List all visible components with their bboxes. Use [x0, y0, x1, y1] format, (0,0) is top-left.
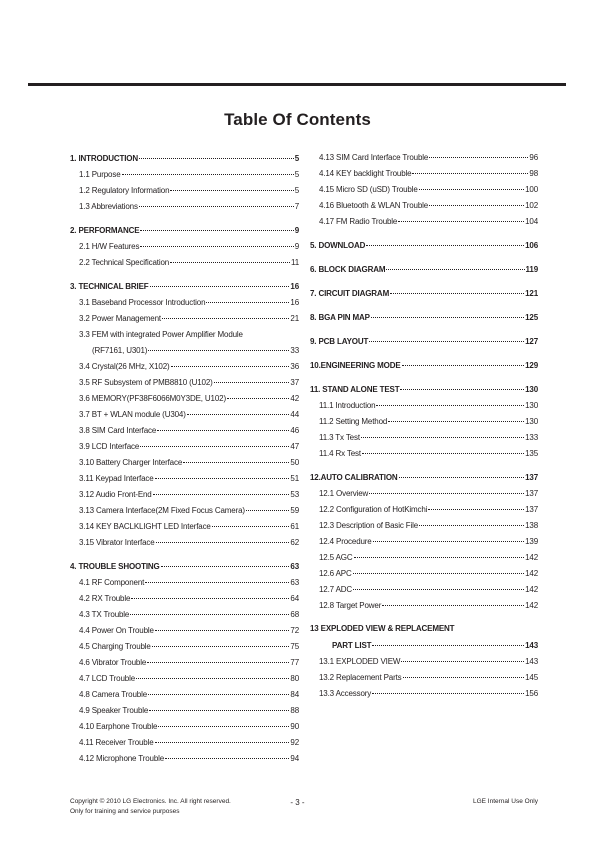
toc-page-number: 37 — [290, 378, 299, 387]
toc-page-number: 64 — [290, 594, 299, 603]
toc-subsection-entry[interactable] — [310, 446, 538, 462]
toc-section-entry[interactable] — [310, 357, 538, 374]
toc-page-number: 68 — [290, 610, 299, 619]
toc-entry-label: 1. INTRODUCTION — [70, 154, 138, 163]
toc-page-number: 119 — [525, 265, 538, 274]
toc-subsection-entry[interactable] — [70, 423, 299, 439]
toc-dot-leader — [130, 613, 289, 615]
toc-dot-leader — [429, 204, 524, 206]
toc-entry-label: 4.11 Receiver Trouble — [79, 738, 154, 747]
toc-section-entry[interactable] — [310, 309, 538, 326]
toc-subsection-entry[interactable] — [70, 503, 299, 519]
toc-subsection-entry[interactable] — [70, 655, 299, 671]
toc-page-number: 88 — [290, 706, 299, 715]
toc-dot-leader — [153, 493, 290, 495]
toc-section-entry[interactable] — [70, 558, 299, 575]
toc-subsection-entry[interactable] — [310, 214, 538, 230]
toc-dot-leader — [353, 572, 524, 574]
toc-dot-leader — [376, 404, 524, 406]
toc-entry-label: 11.2 Setting Method — [319, 417, 388, 426]
toc-entry-label: 4.5 Charging Trouble — [79, 642, 151, 651]
toc-entry-label: 3.6 MEMORY(PF38F6066M0Y3DE, U102) — [79, 394, 226, 403]
toc-subsection-entry[interactable] — [70, 471, 299, 487]
toc-page-number: 42 — [290, 394, 299, 403]
toc-entry-label: 4.16 Bluetooth & WLAN Trouble — [319, 201, 429, 210]
toc-page-number: 106 — [525, 241, 538, 250]
toc-dot-leader — [428, 508, 524, 510]
toc-dot-leader — [402, 364, 525, 366]
toc-page-number: 139 — [525, 537, 538, 546]
toc-page-number: 138 — [525, 521, 538, 530]
toc-page-number: 46 — [290, 426, 299, 435]
toc-dot-leader — [206, 301, 289, 303]
toc-entry-label: 3.13 Camera Interface(2M Fixed Focus Camera) — [79, 506, 245, 515]
toc-subsection-entry[interactable] — [70, 255, 299, 271]
toc-subsection-entry[interactable] — [310, 518, 538, 534]
toc-page-number: 133 — [525, 433, 538, 442]
toc-page-number: 137 — [525, 505, 538, 514]
toc-entry-label: 1.2 Regulatory Information — [79, 186, 170, 195]
toc-page-number: 142 — [525, 553, 538, 562]
toc-page-number: 143 — [525, 641, 538, 650]
toc-dot-leader — [373, 540, 524, 542]
toc-subsection-entry[interactable] — [70, 311, 299, 327]
toc-page-number: 51 — [290, 474, 299, 483]
toc-entry-label: 3.2 Power Management — [79, 314, 161, 323]
toc-page-number: 96 — [529, 153, 538, 162]
toc-entry-label: 12.3 Description of Basic File — [319, 521, 419, 530]
toc-entry-label: PART LIST — [332, 641, 372, 650]
toc-page-number: 130 — [525, 401, 538, 410]
toc-entry-label: 4.15 Micro SD (uSD) Trouble — [319, 185, 418, 194]
toc-page-number: 125 — [525, 313, 538, 322]
toc-entry-label: 4.10 Earphone Trouble — [79, 722, 158, 731]
toc-page-number: 36 — [290, 362, 299, 371]
toc-subsection-entry[interactable] — [70, 391, 299, 407]
toc-page-number: 130 — [525, 417, 538, 426]
toc-entry-label: 12.1 Overview — [319, 489, 369, 498]
toc-subsection-entry[interactable] — [70, 719, 299, 735]
toc-section-entry[interactable] — [310, 237, 538, 254]
toc-page-number: 102 — [525, 201, 538, 210]
toc-page-number: 33 — [290, 346, 299, 355]
toc-subsection-entry[interactable] — [70, 295, 299, 311]
toc-entry-label: 11.3 Tx Test — [319, 433, 360, 442]
toc-entry-label: 2.2 Technical Specification — [79, 258, 170, 267]
toc-dot-leader — [388, 420, 524, 422]
toc-entry-label: 8. BGA PIN MAP — [310, 313, 370, 322]
toc-subsection-entry[interactable] — [70, 327, 299, 343]
toc-subsection-entry[interactable] — [310, 398, 538, 414]
toc-entry-label: 3.3 FEM with integrated Power Amplifier Module — [79, 330, 243, 339]
toc-dot-leader — [158, 725, 289, 727]
toc-dot-leader — [147, 661, 289, 663]
toc-entry-label: 13.1 EXPLODED VIEW — [319, 657, 401, 666]
toc-page-number: 130 — [525, 385, 538, 394]
toc-entry-label: 3.10 Battery Charger Interface — [79, 458, 183, 467]
toc-entry-label: 4.6 Vibrator Trouble — [79, 658, 147, 667]
toc-entry-label: 11.1 Introduction — [319, 401, 376, 410]
toc-entry-label: 4.12 Microphone Trouble — [79, 754, 165, 763]
toc-right-column — [310, 150, 538, 702]
toc-subsection-entry[interactable] — [70, 359, 299, 375]
toc-subsection-entry[interactable] — [70, 607, 299, 623]
top-rule — [28, 83, 566, 86]
toc-page-number: 16 — [290, 298, 299, 307]
toc-subsection-entry[interactable] — [70, 239, 299, 255]
toc-dot-leader — [390, 292, 524, 294]
toc-entry-label: 9. PCB LAYOUT — [310, 337, 369, 346]
toc-subsection-entry[interactable] — [310, 534, 538, 550]
toc-dot-leader — [212, 525, 290, 527]
toc-entry-label: 12.AUTO CALIBRATION — [310, 473, 398, 482]
toc-page-number: 142 — [525, 585, 538, 594]
toc-subsection-entry[interactable] — [70, 623, 299, 639]
toc-page-number: 47 — [290, 442, 299, 451]
page-title: Table Of Contents — [224, 110, 371, 129]
toc-entry-label: 3.4 Crystal(26 MHz, X102) — [79, 362, 170, 371]
toc-entry-label: 4.17 FM Radio Trouble — [319, 217, 398, 226]
toc-page-number: 94 — [290, 754, 299, 763]
toc-dot-leader — [131, 597, 289, 599]
toc-subsection-entry[interactable] — [70, 671, 299, 687]
toc-entry-label: 11. STAND ALONE TEST — [310, 385, 400, 394]
toc-subsection-entry[interactable] — [70, 703, 299, 719]
toc-dot-leader — [419, 188, 524, 190]
toc-page-number: 137 — [525, 473, 538, 482]
toc-entry-label: 4.8 Camera Trouble — [79, 690, 148, 699]
toc-dot-leader — [162, 317, 289, 319]
toc-page-number: 129 — [525, 361, 538, 370]
toc-dot-leader — [136, 677, 289, 679]
toc-page-number: 7 — [294, 202, 299, 211]
toc-section-entry[interactable] — [310, 469, 538, 486]
toc-entry-label: 12.5 AGC — [319, 553, 353, 562]
toc-page-number: 5 — [294, 170, 299, 179]
toc-entry-label: 2.1 H/W Features — [79, 242, 140, 251]
toc-section-entry[interactable] — [70, 278, 299, 295]
toc-left-column — [70, 150, 299, 767]
toc-subsection-entry[interactable] — [310, 486, 538, 502]
toc-dot-leader — [157, 429, 289, 431]
toc-dot-leader — [362, 452, 524, 454]
toc-page-number: 80 — [290, 674, 299, 683]
toc-entry-label: 13.3 Accessory — [319, 689, 372, 698]
toc-dot-leader — [386, 268, 524, 270]
toc-page-number: 84 — [290, 690, 299, 699]
toc-dot-leader — [429, 156, 528, 158]
toc-page-number: 156 — [525, 689, 538, 698]
toc-entry-label: 7. CIRCUIT DIAGRAM — [310, 289, 390, 298]
toc-dot-leader — [140, 245, 293, 247]
toc-page-number: 77 — [290, 658, 299, 667]
toc-dot-leader — [214, 381, 290, 383]
footer-training-note: Only for training and service purposes — [70, 808, 180, 815]
toc-dot-leader — [227, 397, 289, 399]
toc-page-number: 121 — [525, 289, 538, 298]
toc-page-number: 92 — [290, 738, 299, 747]
toc-page-number: 9 — [294, 242, 299, 251]
toc-page-number: 63 — [290, 578, 299, 587]
toc-subsection-entry[interactable] — [70, 375, 299, 391]
toc-subsection-entry[interactable] — [310, 502, 538, 518]
toc-subsection-entry[interactable] — [310, 686, 538, 702]
toc-dot-leader — [140, 445, 289, 447]
toc-entry-label: 4. TROUBLE SHOOTING — [70, 562, 160, 571]
toc-subsection-entry[interactable] — [70, 439, 299, 455]
toc-dot-leader — [382, 604, 524, 606]
toc-subsection-entry[interactable] — [70, 687, 299, 703]
footer-internal-note: LGE Internal Use Only — [472, 798, 538, 805]
toc-dot-leader — [399, 476, 525, 478]
toc-subsection-entry[interactable] — [310, 598, 538, 614]
toc-section-heading[interactable] — [310, 621, 538, 637]
toc-dot-leader — [145, 581, 289, 583]
toc-page-number: 142 — [525, 601, 538, 610]
toc-section-entry[interactable] — [310, 637, 538, 654]
toc-dot-leader — [139, 157, 294, 159]
toc-page-number: 72 — [290, 626, 299, 635]
toc-page-number: 16 — [290, 282, 299, 291]
toc-dot-leader — [148, 349, 289, 351]
toc-entry-label: 12.6 APC — [319, 569, 352, 578]
toc-page-number: 100 — [525, 185, 538, 194]
toc-dot-leader — [155, 629, 290, 631]
toc-subsection-entry[interactable] — [70, 407, 299, 423]
toc-dot-leader — [372, 644, 524, 646]
toc-entry-label: 13.2 Replacement Parts — [319, 673, 402, 682]
toc-dot-leader — [140, 229, 293, 231]
toc-section-entry[interactable] — [70, 222, 299, 239]
toc-page-number: 143 — [525, 657, 538, 666]
toc-dot-leader — [155, 477, 290, 479]
toc-entry-label: 3.12 Audio Front-End — [79, 490, 152, 499]
toc-entry-label: 6. BLOCK DIAGRAM — [310, 265, 386, 274]
toc-entry-label: 3.8 SIM Card Interface — [79, 426, 157, 435]
toc-subsection-entry[interactable] — [310, 166, 538, 182]
toc-section-entry[interactable] — [310, 285, 538, 302]
toc-subsection-entry[interactable] — [310, 430, 538, 446]
toc-dot-leader — [401, 660, 524, 662]
toc-dot-leader — [371, 316, 524, 318]
toc-page-number: 5 — [294, 186, 299, 195]
toc-dot-leader — [354, 556, 525, 558]
toc-dot-leader — [170, 261, 290, 263]
toc-subsection-entry[interactable] — [70, 487, 299, 503]
toc-dot-leader — [149, 709, 289, 711]
toc-entry-label: 4.7 LCD Trouble — [79, 674, 136, 683]
toc-dot-leader — [122, 173, 294, 175]
toc-dot-leader — [161, 565, 290, 567]
footer-copyright: Copyright © 2010 LG Electronics. Inc. All right reserved. — [70, 798, 231, 805]
toc-entry-label: 13 EXPLODED VIEW & REPLACEMENT — [310, 624, 455, 633]
toc-dot-leader — [187, 413, 290, 415]
toc-entry-label: 10.ENGINEERING MODE — [310, 361, 401, 370]
toc-page-number: 137 — [525, 489, 538, 498]
toc-section-entry[interactable] — [310, 333, 538, 350]
toc-page-number: 21 — [290, 314, 299, 323]
toc-entry-label: 3.9 LCD Interface — [79, 442, 140, 451]
toc-entry-label: 1.3 Abbreviations — [79, 202, 138, 211]
footer-page-number: - 3 - — [290, 798, 305, 807]
toc-dot-leader — [369, 492, 524, 494]
toc-dot-leader — [353, 588, 524, 590]
toc-entry-label: 4.14 KEY backlight Trouble — [319, 169, 412, 178]
toc-page-number: 135 — [525, 449, 538, 458]
toc-entry-label: 3.1 Baseband Processor Introduction — [79, 298, 206, 307]
toc-dot-leader — [156, 541, 290, 543]
toc-dot-leader — [139, 205, 294, 207]
toc-subsection-entry[interactable] — [70, 575, 299, 591]
toc-entry-label: 4.3 TX Trouble — [79, 610, 130, 619]
toc-dot-leader — [155, 741, 290, 743]
toc-subsection-entry[interactable] — [310, 150, 538, 166]
toc-subsection-entry[interactable] — [70, 455, 299, 471]
toc-page-number: 11 — [290, 258, 299, 267]
toc-entry-label: 5. DOWNLOAD — [310, 241, 366, 250]
toc-subsection-entry[interactable] — [70, 591, 299, 607]
toc-entry-label: 4.4 Power On Trouble — [79, 626, 154, 635]
toc-page-number: 90 — [290, 722, 299, 731]
toc-page-number: 5 — [294, 154, 299, 163]
toc-entry-label: (RF7161, U301) — [92, 346, 148, 355]
toc-subsection-entry[interactable] — [70, 343, 299, 359]
toc-page-number: 59 — [290, 506, 299, 515]
toc-dot-leader — [148, 693, 289, 695]
toc-page-number: 145 — [525, 673, 538, 682]
toc-subsection-entry[interactable] — [70, 751, 299, 767]
toc-entry-label: 4.9 Speaker Trouble — [79, 706, 149, 715]
toc-entry-label: 4.13 SIM Card Interface Trouble — [319, 153, 429, 162]
toc-entry-label: 11.4 Rx Test — [319, 449, 361, 458]
toc-subsection-entry[interactable] — [70, 735, 299, 751]
toc-entry-label: 3.14 KEY BACLKLIGHT LED Interface — [79, 522, 211, 531]
toc-entry-label: 3. TECHNICAL BRIEF — [70, 282, 149, 291]
toc-dot-leader — [412, 172, 528, 174]
toc-dot-leader — [403, 676, 525, 678]
toc-subsection-entry[interactable] — [310, 550, 538, 566]
toc-page-number: 63 — [290, 562, 299, 571]
toc-entry-label: 12.4 Procedure — [319, 537, 372, 546]
toc-page-number: 61 — [290, 522, 299, 531]
toc-subsection-entry[interactable] — [310, 582, 538, 598]
toc-page-number: 53 — [290, 490, 299, 499]
toc-dot-leader — [372, 692, 524, 694]
toc-section-entry[interactable] — [70, 150, 299, 167]
toc-entry-label: 3.15 Vibrator Interface — [79, 538, 155, 547]
toc-dot-leader — [400, 388, 524, 390]
toc-dot-leader — [366, 244, 524, 246]
toc-page-number: 62 — [290, 538, 299, 547]
toc-page-number: 9 — [294, 226, 299, 235]
toc-subsection-entry[interactable] — [70, 167, 299, 183]
toc-entry-label: 12.7 ADC — [319, 585, 353, 594]
toc-dot-leader — [171, 365, 290, 367]
toc-entry-label: 2. PERFORMANCE — [70, 226, 140, 235]
toc-subsection-entry[interactable] — [70, 183, 299, 199]
toc-subsection-entry[interactable] — [310, 654, 538, 670]
toc-page-number: 44 — [290, 410, 299, 419]
toc-subsection-entry[interactable] — [310, 414, 538, 430]
toc-dot-leader — [361, 436, 524, 438]
toc-dot-leader — [170, 189, 293, 191]
toc-entry-label: 3.7 BT + WLAN module (U304) — [79, 410, 186, 419]
toc-entry-label: 4.2 RX Trouble — [79, 594, 131, 603]
toc-page-number: 98 — [529, 169, 538, 178]
toc-page-number: 127 — [525, 337, 538, 346]
toc-dot-leader — [150, 285, 290, 287]
toc-dot-leader — [398, 220, 524, 222]
toc-page-number: 142 — [525, 569, 538, 578]
toc-subsection-entry[interactable] — [310, 182, 538, 198]
toc-subsection-entry[interactable] — [70, 519, 299, 535]
toc-entry-label: 12.2 Configuration of HotKimchi — [319, 505, 428, 514]
toc-entry-label: 1.1 Purpose — [79, 170, 121, 179]
toc-subsection-entry[interactable] — [310, 670, 538, 686]
toc-entry-label: 3.5 RF Subsystem of PMB8810 (U102) — [79, 378, 213, 387]
toc-section-entry[interactable] — [310, 261, 538, 278]
toc-section-entry[interactable] — [310, 381, 538, 398]
toc-subsection-entry[interactable] — [70, 639, 299, 655]
toc-subsection-entry[interactable] — [70, 535, 299, 551]
toc-dot-leader — [165, 757, 289, 759]
toc-subsection-entry[interactable] — [310, 198, 538, 214]
toc-entry-label: 4.1 RF Component — [79, 578, 145, 587]
toc-dot-leader — [369, 340, 524, 342]
toc-dot-leader — [246, 509, 289, 511]
toc-entry-label: 3.11 Keypad Interface — [79, 474, 154, 483]
toc-page-number: 50 — [290, 458, 299, 467]
toc-dot-leader — [152, 645, 290, 647]
toc-subsection-entry[interactable] — [70, 199, 299, 215]
toc-page-number: 75 — [290, 642, 299, 651]
toc-subsection-entry[interactable] — [310, 566, 538, 582]
toc-dot-leader — [183, 461, 289, 463]
toc-entry-label: 12.8 Target Power — [319, 601, 382, 610]
toc-dot-leader — [419, 524, 524, 526]
toc-page-number: 104 — [525, 217, 538, 226]
